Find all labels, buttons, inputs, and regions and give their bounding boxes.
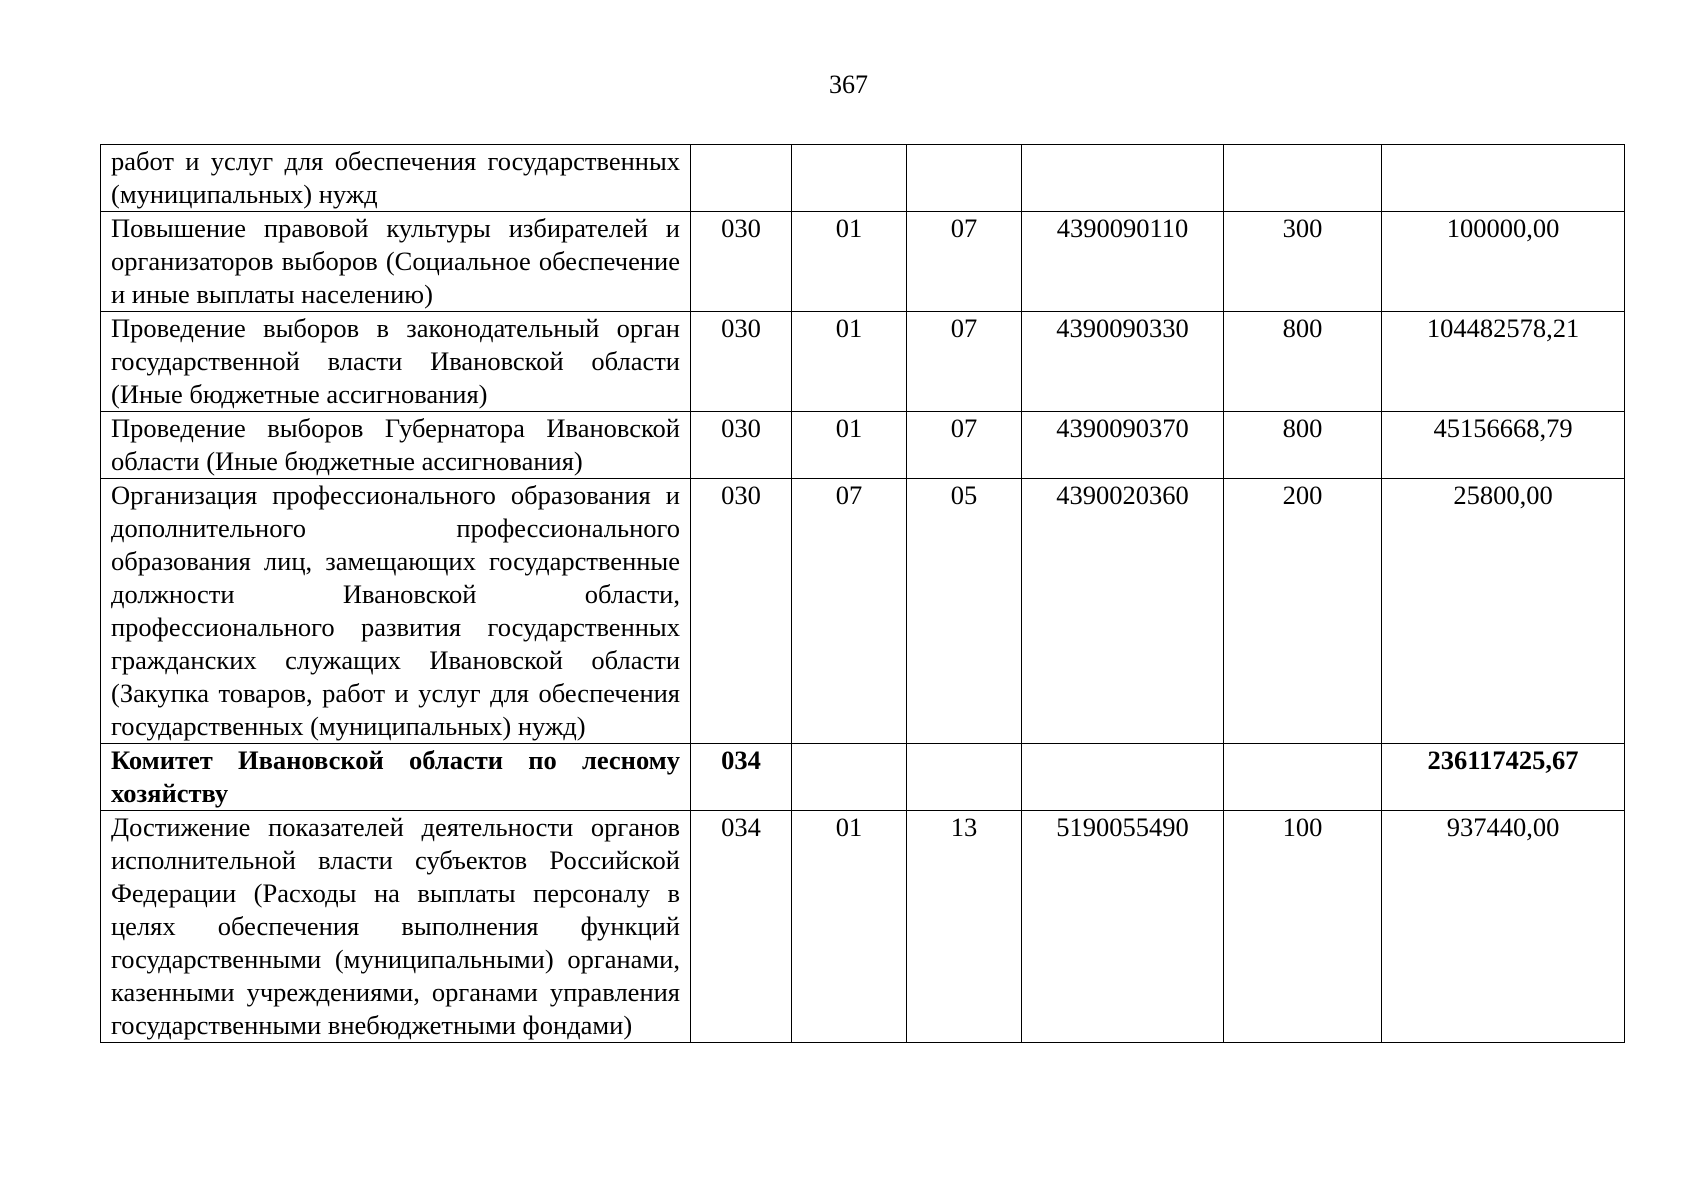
cell-section xyxy=(792,744,907,811)
cell-section xyxy=(792,145,907,212)
cell-amount: 25800,00 xyxy=(1382,479,1625,744)
table-row xyxy=(101,412,1625,479)
cell-description: Повышение правовой культуры избирателей и организаторов выборов (Социальное обеспечение и иные выплаты населению) xyxy=(101,212,691,312)
cell-target-article: 4390090110 xyxy=(1022,212,1224,312)
cell-admin-code: 030 xyxy=(691,312,792,412)
cell-section: 01 xyxy=(792,811,907,1043)
table-body xyxy=(101,145,1625,1043)
page-number: 367 xyxy=(829,70,868,99)
cell-description: Достижение показателей деятельности органов исполнительной власти субъектов Российской Федерации (Расходы на выплаты персоналу в целях обеспечения выполнения функций государственными (муниципальными) органами, казенными учреждениями, органами управления государственными внебюджетными фондами) xyxy=(101,811,691,1043)
cell-target-article: 5190055490 xyxy=(1022,811,1224,1043)
cell-amount: 100000,00 xyxy=(1382,212,1625,312)
cell-admin-code: 030 xyxy=(691,212,792,312)
cell-admin-code: 034 xyxy=(691,811,792,1043)
cell-expense-type: 800 xyxy=(1224,412,1382,479)
cell-section: 01 xyxy=(792,412,907,479)
cell-expense-type: 100 xyxy=(1224,811,1382,1043)
cell-subsection: 07 xyxy=(907,312,1022,412)
cell-expense-type xyxy=(1224,744,1382,811)
cell-subsection xyxy=(907,744,1022,811)
table-row xyxy=(101,212,1625,312)
cell-amount xyxy=(1382,145,1625,212)
cell-admin-code: 030 xyxy=(691,479,792,744)
cell-amount: 937440,00 xyxy=(1382,811,1625,1043)
cell-expense-type: 300 xyxy=(1224,212,1382,312)
cell-subsection xyxy=(907,145,1022,212)
cell-admin-code xyxy=(691,145,792,212)
cell-description: Комитет Ивановской области по лесному хозяйству xyxy=(101,744,691,811)
cell-subsection: 07 xyxy=(907,212,1022,312)
cell-section: 01 xyxy=(792,312,907,412)
cell-description: работ и услуг для обеспечения государственных (муниципальных) нужд xyxy=(101,145,691,212)
cell-amount: 236117425,67 xyxy=(1382,744,1625,811)
cell-target-article: 4390020360 xyxy=(1022,479,1224,744)
cell-admin-code: 034 xyxy=(691,744,792,811)
cell-subsection: 07 xyxy=(907,412,1022,479)
cell-description: Проведение выборов Губернатора Ивановской области (Иные бюджетные ассигнования) xyxy=(101,412,691,479)
cell-target-article: 4390090330 xyxy=(1022,312,1224,412)
cell-amount: 45156668,79 xyxy=(1382,412,1625,479)
cell-section: 07 xyxy=(792,479,907,744)
cell-subsection: 05 xyxy=(907,479,1022,744)
table-row xyxy=(101,145,1625,212)
table-row xyxy=(101,744,1625,811)
cell-description: Организация профессионального образования и дополнительного профессионального образования лиц, замещающих государственные должности Ивановской области, профессионального развития государственных гражданских служащих Ивановской области (Закупка товаров, работ и услуг для обеспечения государственных (муниципальных) нужд) xyxy=(101,479,691,744)
budget-table xyxy=(100,144,1625,1043)
table-row xyxy=(101,479,1625,744)
cell-description: Проведение выборов в законодательный орган государственной власти Ивановской области (Иные бюджетные ассигнования) xyxy=(101,312,691,412)
cell-subsection: 13 xyxy=(907,811,1022,1043)
cell-target-article xyxy=(1022,744,1224,811)
cell-target-article: 4390090370 xyxy=(1022,412,1224,479)
table-row xyxy=(101,811,1625,1043)
table-row xyxy=(101,312,1625,412)
cell-expense-type xyxy=(1224,145,1382,212)
cell-expense-type: 200 xyxy=(1224,479,1382,744)
cell-amount: 104482578,21 xyxy=(1382,312,1625,412)
cell-expense-type: 800 xyxy=(1224,312,1382,412)
cell-admin-code: 030 xyxy=(691,412,792,479)
cell-section: 01 xyxy=(792,212,907,312)
cell-target-article xyxy=(1022,145,1224,212)
